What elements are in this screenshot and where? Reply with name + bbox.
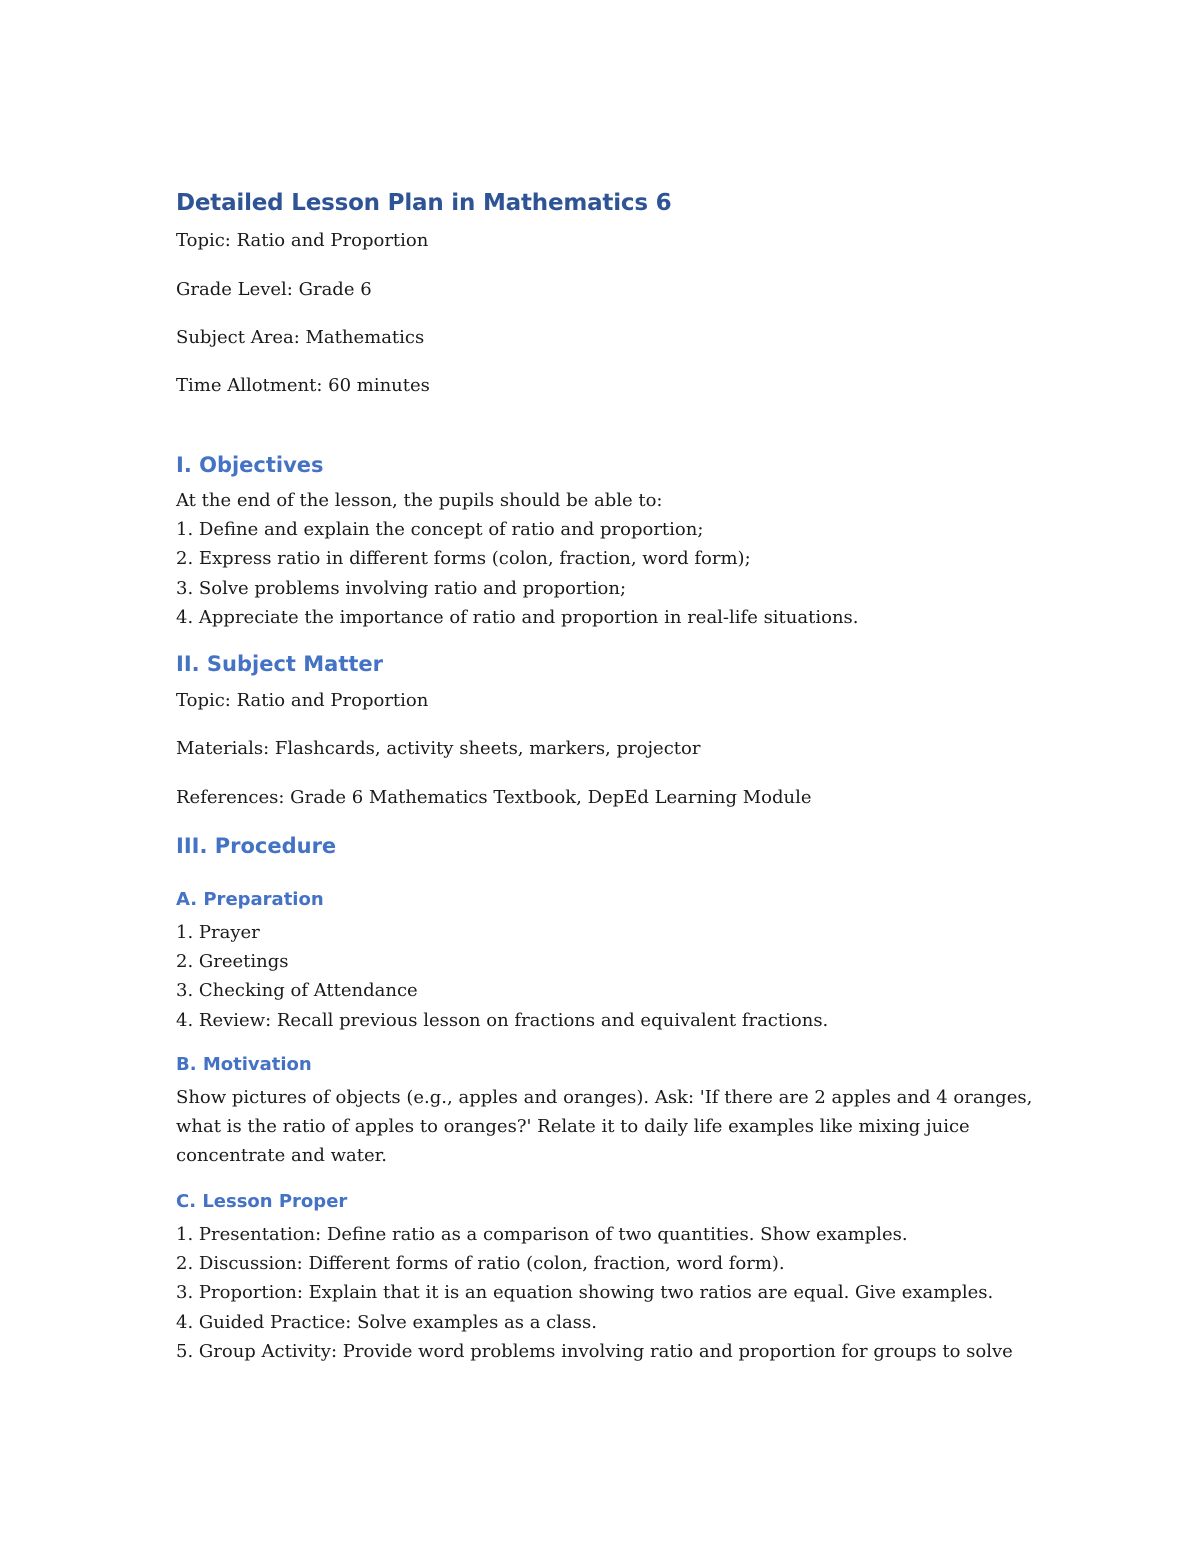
subject-matter-references: References: Grade 6 Mathematics Textbook, DepEd Learning Module [176,787,812,808]
motivation-paragraph [176,1083,1036,1171]
objectives-intro: At the end of the lesson, the pupils should be able to: [176,490,663,511]
objectives-list [176,486,1036,632]
list-item: 3. Solve problems involving ratio and proportion; [176,577,627,599]
list-item: 4. Guided Practice: Solve examples as a class. [176,1311,597,1333]
paragraph-line: what is the ratio of apples to oranges?' Relate it to daily life examples like mixing juice [176,1116,970,1138]
subject-matter-topic: Topic: Ratio and Proportion [176,690,429,711]
subject-matter-heading: II. Subject Matter [176,652,384,676]
list-item: 2. Express ratio in different forms (colon, fraction, word form); [176,548,751,570]
list-item: 3. Proportion: Explain that it is an equation showing two ratios are equal. Give examples. [176,1282,994,1304]
list-item: 1. Presentation: Define ratio as a comparison of two quantities. Show examples. [176,1224,908,1245]
list-item: 5. Group Activity: Provide word problems involving ratio and proportion for groups to solve [176,1340,1013,1362]
meta-subject-area: Subject Area: Mathematics [176,327,425,348]
list-item: 2. Greetings [176,951,289,973]
objectives-heading: I. Objectives [176,453,324,477]
list-item: 2. Discussion: Different forms of ratio (colon, fraction, word form). [176,1253,785,1275]
list-item: 4. Appreciate the importance of ratio and proportion in real-life situations. [176,606,859,628]
list-item: 1. Define and explain the concept of ratio and proportion; [176,519,704,541]
paragraph-line: Show pictures of objects (e.g., apples and oranges). Ask: 'If there are 2 apples and 4 oranges, [176,1087,1033,1108]
motivation-heading: B. Motivation [176,1054,312,1075]
list-item: 1. Prayer [176,922,260,943]
meta-time-allotment: Time Allotment: 60 minutes [176,375,430,396]
list-item: 4. Review: Recall previous lesson on fractions and equivalent fractions. [176,1009,829,1031]
lesson-proper-heading: C. Lesson Proper [176,1191,348,1212]
procedure-heading: III. Procedure [176,834,337,858]
preparation-list [176,918,1036,1035]
list-item: 3. Checking of Attendance [176,980,418,1002]
lesson-proper-list [176,1220,1036,1366]
subject-matter-materials: Materials: Flashcards, activity sheets, markers, projector [176,738,701,759]
paragraph-line: concentrate and water. [176,1145,387,1167]
meta-topic: Topic: Ratio and Proportion [176,230,429,251]
document-title: Detailed Lesson Plan in Mathematics 6 [176,190,672,216]
meta-grade-level: Grade Level: Grade 6 [176,279,372,300]
preparation-heading: A. Preparation [176,889,324,910]
